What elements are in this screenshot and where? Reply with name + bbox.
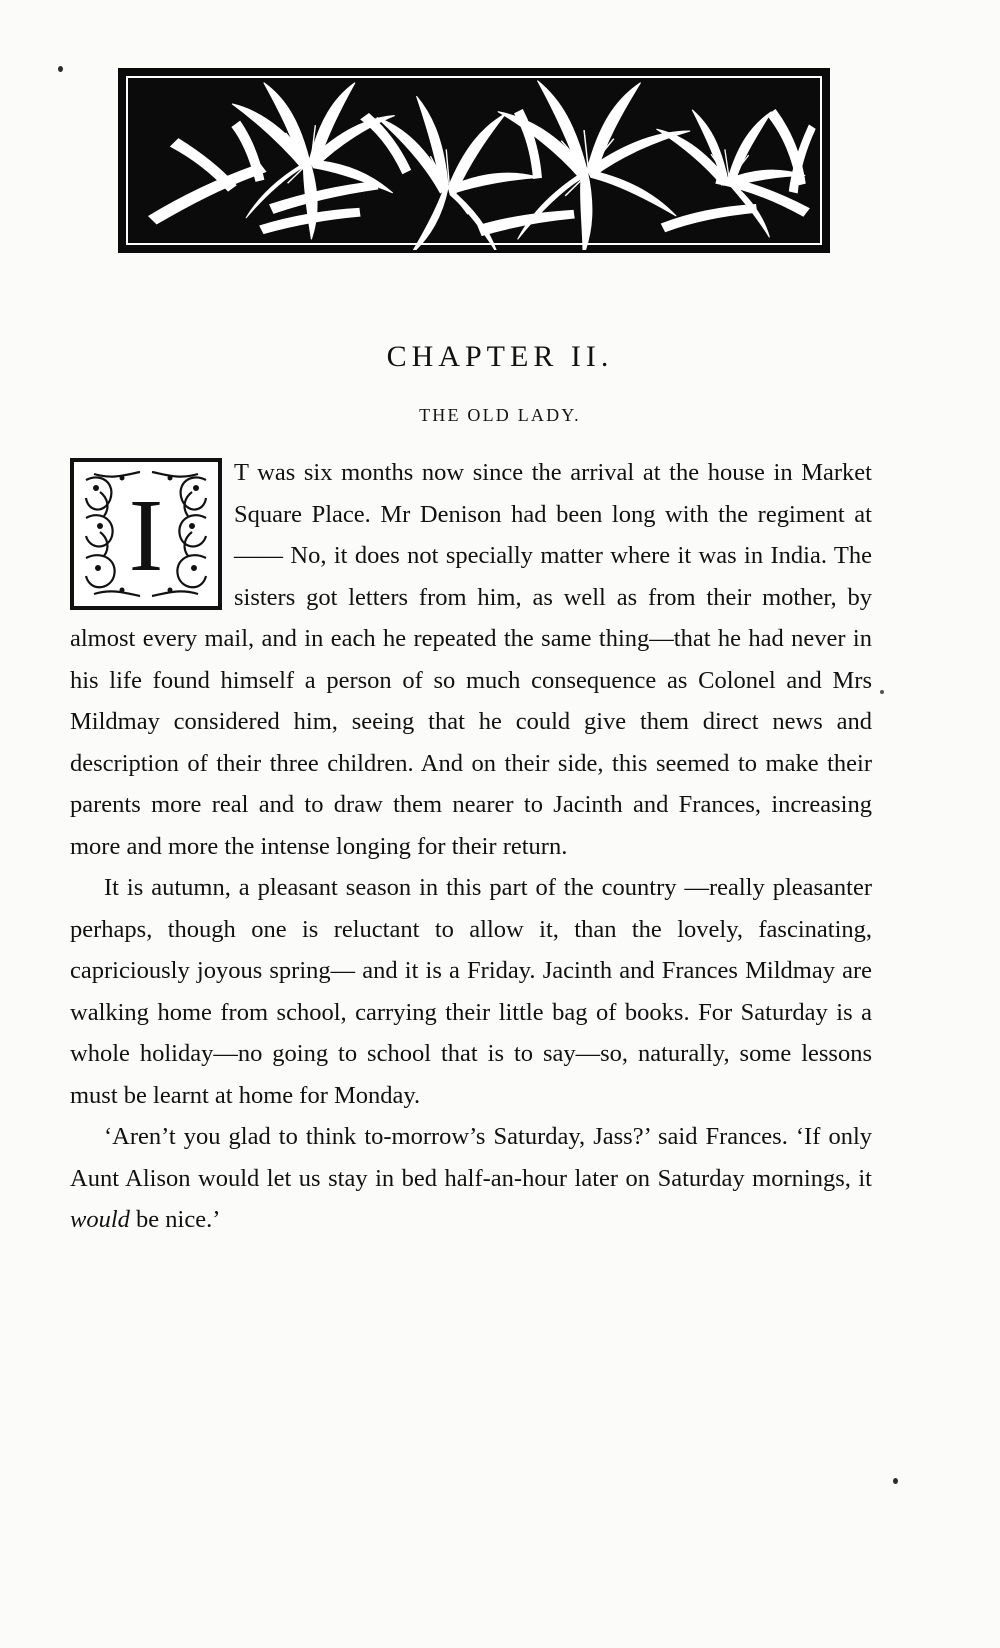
svg-text:I: I xyxy=(128,478,164,593)
dialogue-after-italic: be nice.’ xyxy=(129,1206,221,1233)
lily-ornament-graphic xyxy=(121,71,827,250)
paragraph-3-dialogue xyxy=(70,1116,872,1241)
paragraph-2: It is autumn, a pleasant season in this part of the country —really pleasanter perhaps, though one is reluctant to allow it, than the lovely, fascinating, capriciously joyous spring— and it is a Friday. Jacinth and Frances Mildmay are walking home from school, carrying their little bag of books. For Saturday is a whole holiday—no going to school that is to say—so, naturally, some lessons must be learnt at home for Monday. xyxy=(70,874,872,1109)
dialogue-italic-word: would xyxy=(70,1206,130,1233)
dialogue-before-italic: ‘Aren’t you glad to think to-morrow’s Saturday, Jass?’ said Frances. ‘If only Aunt Alison would let us stay in bed half-an-hour later on Saturday mornings, it xyxy=(70,1123,872,1192)
drop-cap-graphic xyxy=(70,458,222,610)
floral-lily-headpiece-ornament xyxy=(118,68,830,253)
chapter-subtitle: THE OLD LADY. xyxy=(419,405,581,425)
drop-cap-illuminated-letter xyxy=(70,458,222,610)
page-speck xyxy=(893,1478,898,1484)
page-speck xyxy=(880,690,884,694)
page-speck xyxy=(58,66,63,72)
chapter-heading: CHAPTER II. xyxy=(386,340,614,373)
paragraph-1: T was six months now since the arrival at the house in Market Square Place. Mr Denison had been long with the regiment at—— No, it does not specially matter where it was in India. The sisters got letters from him, as well as from their mother, by almost every mail, and in each he repeated the same thing—that he had never in his life found himself a person of so much consequence as Colonel and Mrs Mildmay considered him, seeing that he could give them direct news and description of their three children. And on their side, this seemed to make their parents more real and to draw them nearer to Jacinth and Frances, increasing more and more the intense longing for their return. xyxy=(70,459,872,860)
body-text xyxy=(70,452,872,1241)
